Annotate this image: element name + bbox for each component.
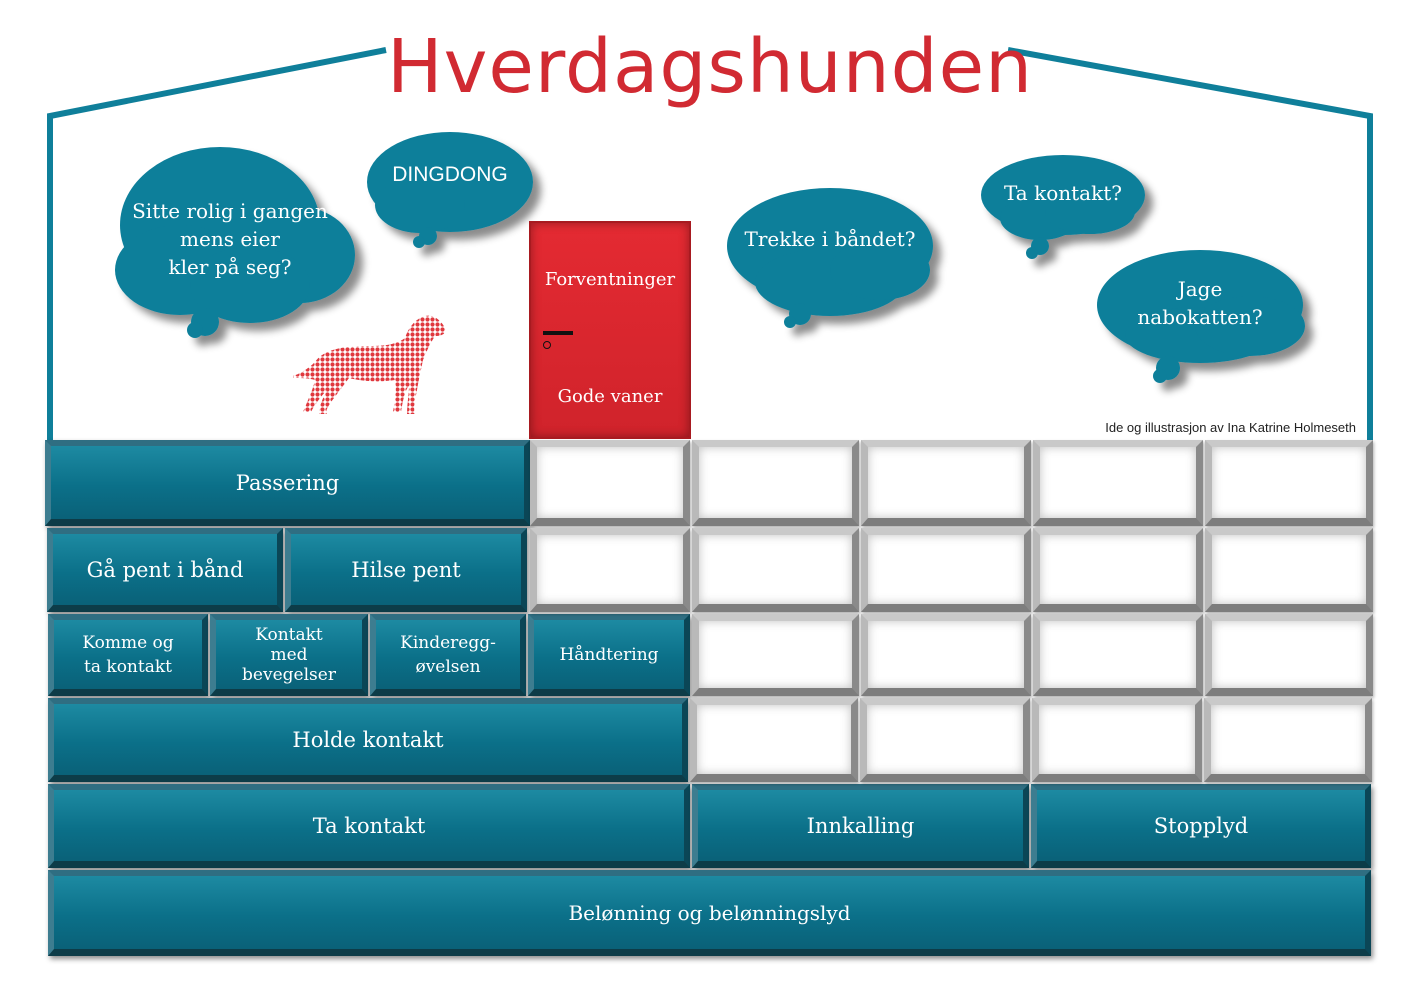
brick-kontakt-med — [210, 614, 368, 696]
empty-brick — [692, 614, 859, 696]
brick-komme-line2: ta kontakt — [84, 656, 172, 677]
brick-holde-kontakt: Holde kontakt — [48, 698, 688, 782]
bubble-sitte-text — [130, 197, 330, 281]
brick-passering: Passering — [45, 440, 530, 526]
brick-belonning: Belønning og belønningslyd — [48, 870, 1371, 956]
empty-brick — [1033, 440, 1203, 526]
empty-brick — [860, 698, 1030, 782]
bubble-dingdong — [367, 132, 533, 248]
brick-komme-line1: Komme og — [82, 632, 174, 653]
page-title: Hverdagshunden — [386, 24, 1034, 110]
empty-brick — [861, 440, 1031, 526]
empty-brick — [692, 440, 859, 526]
brick-hilse-pent: Hilse pent — [285, 528, 527, 612]
bubble-sitte-line1: Sitte rolig i gangen — [132, 199, 328, 223]
empty-brick — [1032, 698, 1202, 782]
brick-ga-pent: Gå pent i bånd — [47, 528, 283, 612]
bubble-kontakt-text: Ta kontakt? — [1004, 181, 1122, 205]
empty-brick — [1205, 440, 1373, 526]
brick-kontakt-med-line3: bevegelser — [242, 664, 336, 685]
brick-kontakt-med-line1: Kontakt — [255, 624, 323, 645]
empty-brick — [530, 528, 690, 612]
bubble-jage-line2: nabokatten? — [1137, 305, 1263, 329]
door-handle-icon — [543, 331, 573, 335]
empty-brick — [1033, 528, 1203, 612]
brick-komme — [48, 614, 208, 696]
bubble-dingdong-text: DINGDONG — [392, 163, 508, 186]
brick-handtering: Håndtering — [528, 614, 690, 696]
empty-brick — [861, 614, 1031, 696]
brick-kontakt-med-line2: med — [270, 644, 308, 665]
brick-kinderegg — [370, 614, 526, 696]
empty-brick — [690, 698, 858, 782]
empty-brick — [1204, 698, 1372, 782]
empty-brick — [530, 440, 690, 526]
brick-stopplyd: Stopplyd — [1031, 784, 1371, 868]
brick-innkalling: Innkalling — [692, 784, 1029, 868]
door-top-label: Forventninger — [544, 269, 676, 290]
bubble-jage-text — [1110, 275, 1290, 331]
door — [529, 221, 691, 439]
bubble-jage-line1: Jage — [1177, 277, 1223, 301]
empty-brick — [861, 528, 1031, 612]
credit-text: Ide og illustrasjon av Ina Katrine Holmeseth — [1105, 420, 1356, 435]
bubble-ta-kontakt — [981, 155, 1145, 259]
bubble-sitte-line2: mens eier — [180, 227, 280, 251]
door-bottom-label: Gode vaner — [557, 386, 663, 407]
bubble-trekke — [727, 188, 933, 328]
bubble-sitte-line3: kler på seg? — [168, 255, 292, 279]
brick-kinderegg-line2: øvelsen — [415, 656, 481, 677]
dog-silhouette-icon — [285, 312, 450, 417]
bubble-trekke-text: Trekke i båndet? — [744, 227, 916, 251]
empty-brick — [1205, 614, 1373, 696]
keyhole-icon — [543, 341, 551, 349]
empty-brick — [1205, 528, 1373, 612]
empty-brick — [692, 528, 859, 612]
brick-kinderegg-line1: Kinderegg- — [400, 632, 496, 653]
empty-brick — [1033, 614, 1203, 696]
brick-ta-kontakt: Ta kontakt — [48, 784, 690, 868]
